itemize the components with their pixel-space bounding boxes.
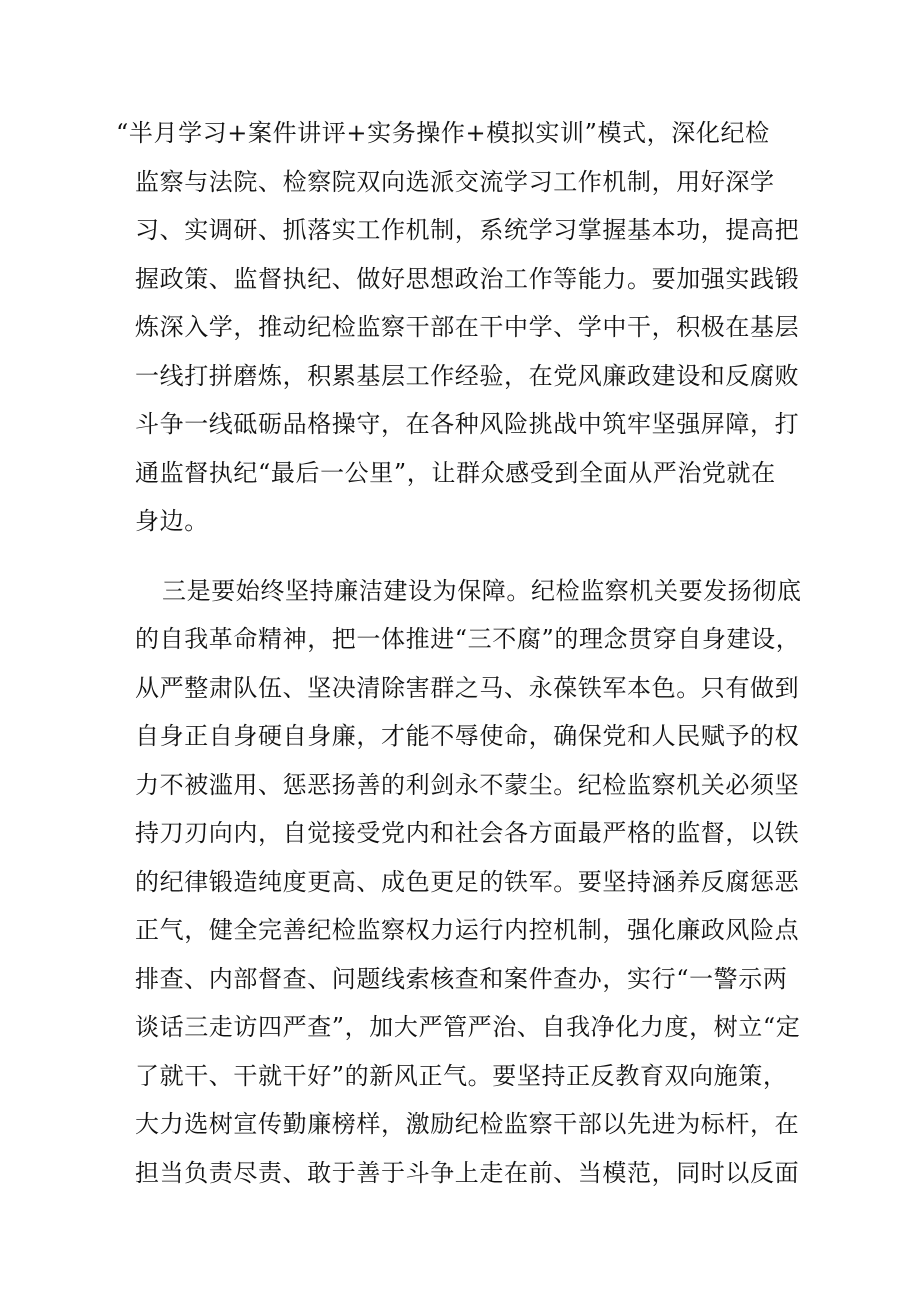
- text-line: 三是要始终坚持廉洁建设为保障。纪检监察机关要发扬彻底: [162, 577, 802, 605]
- text-line: 担当负责尽责、敢于善于斗争上走在前、当模范，同时以反面: [135, 1159, 800, 1187]
- text-line: 通监督执纪“最后一公里”，让群众感受到全面从严治党就在: [135, 459, 776, 487]
- text-line: “半月学习+案件讲评+实务操作+模拟实训”模式，深化纪检: [116, 119, 770, 147]
- text-line: 的自我革命精神，把一体推进“三不腐”的理念贯穿自身建设，: [135, 625, 801, 653]
- text-line: 身边。: [135, 507, 209, 535]
- text-line: 排查、内部督查、问题线索核查和案件查办，实行“一警示两: [135, 965, 788, 993]
- text-line: 大力选树宣传勤廉榜样，激励纪检监察干部以先进为标杆，在: [135, 1110, 800, 1138]
- text-line: 炼深入学，推动纪检监察干部在干中学、学中干，积极在基层: [135, 313, 800, 341]
- text-line: 的纪律锻造纯度更高、成色更足的铁军。要坚持涵养反腐惩恶: [135, 868, 800, 896]
- text-line: 自身正自身硬自身廉，才能不辱使命，确保党和人民赋予的权: [135, 722, 800, 750]
- text-line: 正气，健全完善纪检监察权力运行内控机制，强化廉政风险点: [135, 916, 800, 944]
- text-line: 持刀刃向内，自觉接受党内和社会各方面最严格的监督，以铁: [135, 819, 800, 847]
- text-line: 一线打拼磨炼，积累基层工作经验，在党风廉政建设和反腐败: [135, 362, 800, 390]
- text-line: 习、实调研、抓落实工作机制，系统学习掌握基本功，提高把: [135, 216, 800, 244]
- text-line: 监察与法院、检察院双向选派交流学习工作机制，用好深学: [135, 168, 775, 196]
- text-line: 力不被滥用、惩恶扬善的利剑永不蒙尘。纪检监察机关必须坚: [135, 771, 800, 799]
- text-line: 了就干、干就干好”的新风正气。要坚持正反教育双向施策，: [135, 1062, 788, 1090]
- text-line: 斗争一线砥砺品格操守，在各种风险挑战中筑牢坚强屏障，打: [135, 410, 800, 438]
- text-line: 从严整肃队伍、坚决清除害群之马、永葆铁军本色。只有做到: [135, 674, 800, 702]
- text-line: 握政策、监督执纪、做好思想政治工作等能力。要加强实践锻: [135, 265, 800, 293]
- text-line: 谈话三走访四严查”，加大严管严治、自我净化力度，树立“定: [135, 1013, 801, 1041]
